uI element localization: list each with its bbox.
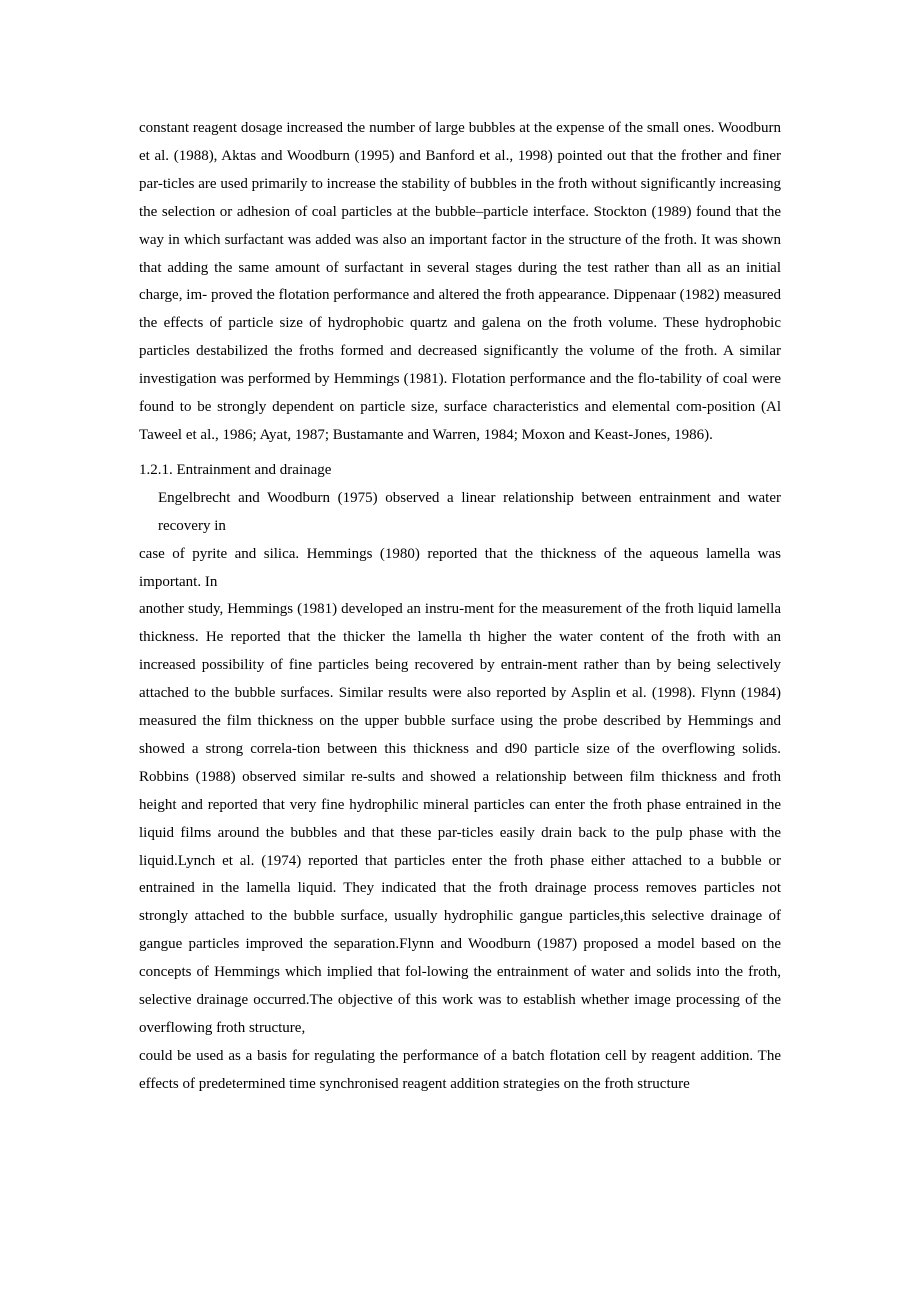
body-paragraph-entrainment-intro: Engelbrecht and Woodburn (1975) observed a linear relationship between entrainment and water recovery in (158, 489, 781, 534)
body-paragraph-pyrite-silica: case of pyrite and silica. Hemmings (1980) reported that the thickness of the aqueous lamella was important. In (139, 545, 781, 590)
section-heading-entrainment-drainage: 1.2.1. Entrainment and drainage (139, 461, 332, 478)
body-paragraph-froth-stability: constant reagent dosage increased the number of large bubbles at the expense of the small ones. Woodburn et al. (1988), Aktas and Woodburn (1995) and Banford et al., 1998) pointed out that the frother and finer par-ticles are used primarily to increase the stability of bubbles in the froth without significantly increasing the selection or adhesion of coal particles at the bubble–particle interface. Stockton (1989) found that the way in which surfactant was added was also an important factor in the structure of the froth. It was shown that adding the same amount of surfactant in several stages during the test rather than all as an initial charge, im- proved the flotation performance and altered the froth appearance. Dippenaar (1982) measured the effects of particle size of hydrophobic quartz and galena on the froth volume. These hydrophobic particles destabilized the froths formed and decreased significantly the volume of the froth. A similar investigation was performed by Hemmings (1981). Flotation performance and the flo-tability of coal were found to be strongly dependent on particle size, surface characteristics and elemental com-position (Al Taweel et al., 1986; Ayat, 1987; Bustamante and Warren, 1984; Moxon and Keast-Jones, 1986). (139, 120, 781, 443)
body-paragraph-lamella-thickness: another study, Hemmings (1981) developed an instru-ment for the measurement of the froth liquid lamella thickness. He reported that the thicker the lamella th higher the water content of the froth with an increased possibility of fine particles being recovered by entrain-ment rather than by being selectively attached to the bubble surfaces. Similar results were also reported by Asplin et al. (1998). Flynn (1984) measured the film thickness on the upper bubble surface using the probe described by Hemmings and showed a strong correla-tion between this thickness and d90 particle size of the overflowing solids. Robbins (1988) observed similar re-sults and showed a relationship between film thickness and froth height and reported that very fine hydrophilic mineral particles can enter the froth phase entrained in the liquid films around the bubbles and that these par-ticles easily drain back to the pulp phase with the liquid.Lynch et al. (1974) reported that particles enter the froth phase either attached to a bubble or entrained in the lamella liquid. They indicated that the froth drainage process removes particles not strongly attached to the bubble surface, usually hydrophilic gangue particles,this selective drainage of gangue particles improved the separation.Flynn and Woodburn (1987) proposed a model based on the concepts of Hemmings which implied that fol-lowing the entrainment of water and solids into the froth, selective drainage occurred.The objective of this work was to establish whether image processing of the overflowing froth structure, (139, 601, 781, 1036)
document-page (139, 115, 781, 1099)
body-paragraph-reagent-addition: could be used as a basis for regulating the performance of a batch flotation cell by reagent addition. The effects of predetermined time synchronised reagent addition strategies on the froth structure (139, 1047, 781, 1092)
